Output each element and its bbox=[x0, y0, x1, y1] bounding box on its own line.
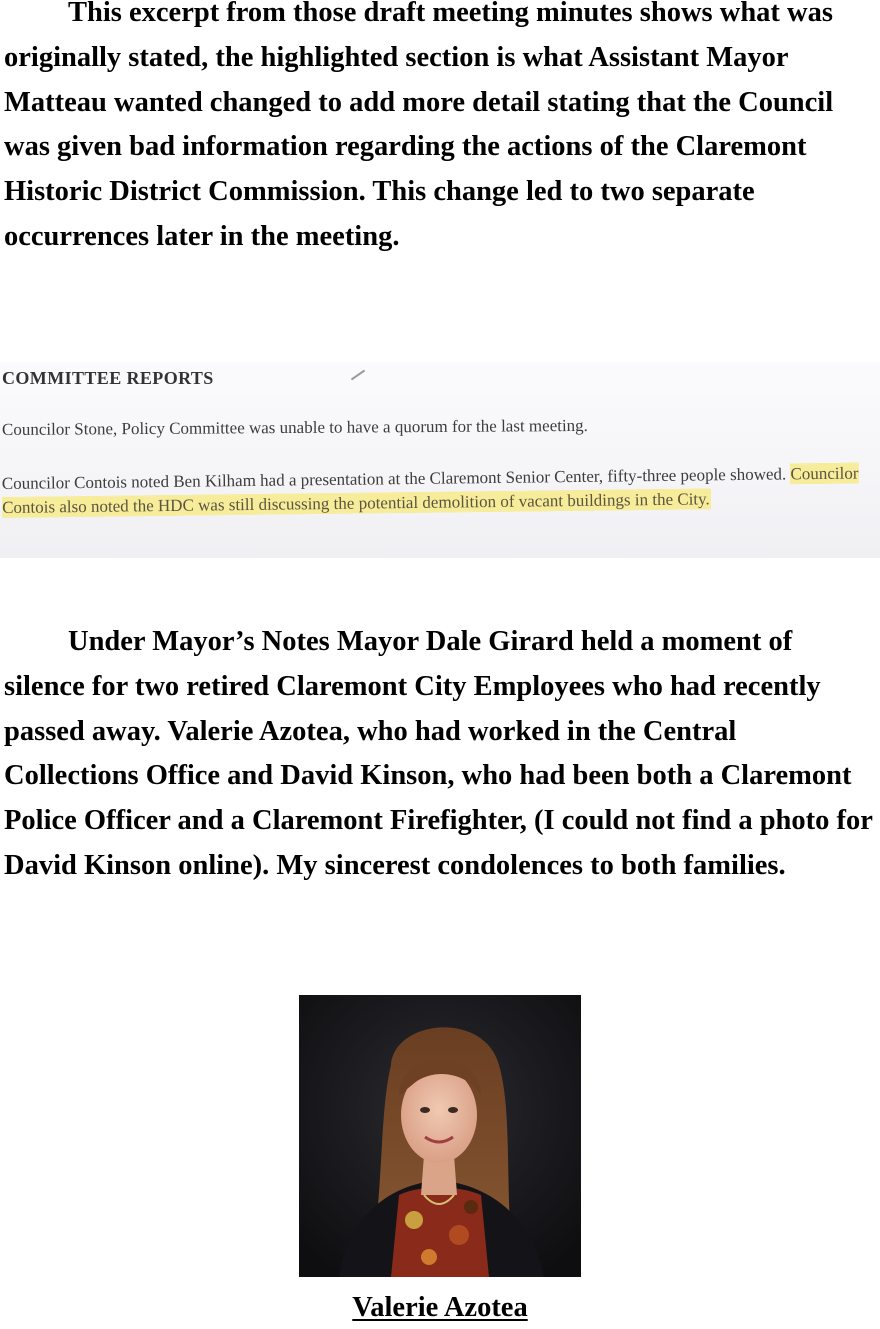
minutes-heading: COMMITTEE REPORTS bbox=[2, 368, 214, 388]
pen-mark bbox=[351, 370, 365, 381]
portrait-illustration bbox=[299, 995, 581, 1277]
mayor-notes-paragraph: Under Mayor’s Notes Mayor Dale Girard held a moment of silence for two retired Claremont City Employees who had recently passed away. Valerie Azotea, who had worked in the Central Collections Office and David Kinson, who had been both a Claremont Police Officer and a Claremont Firefighter, (I could not find a photo for David Kinson online). My sincerest condolences to both families. bbox=[4, 626, 873, 881]
minutes-highlighted-text: Councilor Contois also noted the HDC was still discussing the potential demolition of vacant buildings in the City. bbox=[2, 463, 859, 517]
photo-caption: Valerie Azotea bbox=[352, 1292, 528, 1323]
minutes-line-stone: Councilor Stone, Policy Committee was unable to have a quorum for the last meeting. bbox=[1, 415, 588, 439]
minutes-original-text: Councilor Contois noted Ben Kilham had a presentation at the Claremont Senior Center, fifty-three people showed. bbox=[1, 464, 787, 494]
minutes-excerpt-scan bbox=[0, 362, 880, 558]
portrait-photo bbox=[299, 995, 581, 1277]
intro-paragraph: This excerpt from those draft meeting minutes shows what was originally stated, the highlighted section is what Assistant Mayor Matteau wanted changed to add more detail stating that the Council was given bad information regarding the actions of the Claremont Historic District Commission. This change led to two separate occurrences later in the meeting. bbox=[4, 0, 834, 252]
minutes-line-contois bbox=[2, 461, 880, 520]
